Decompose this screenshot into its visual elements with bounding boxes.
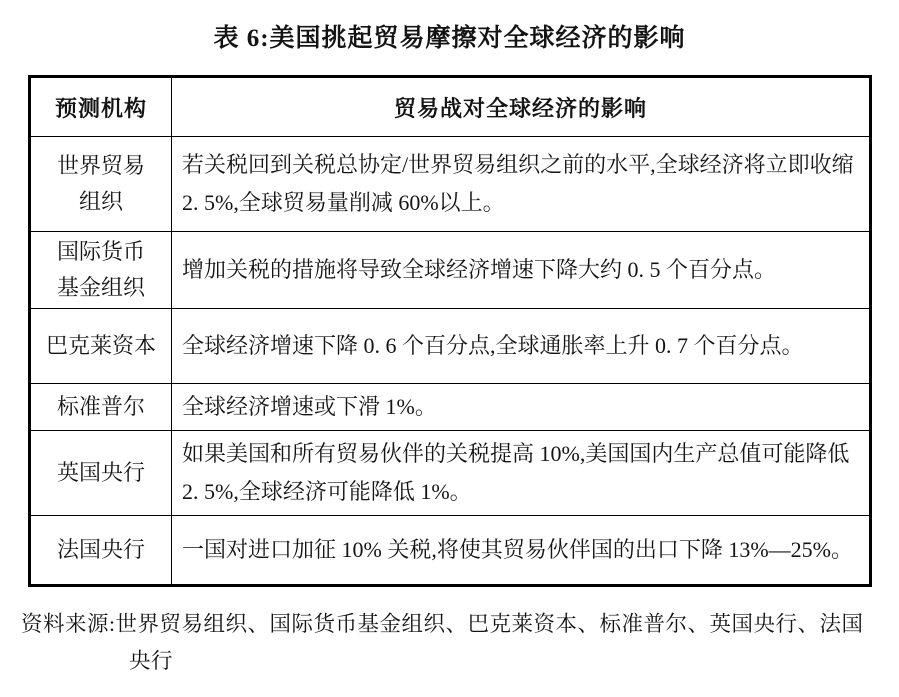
impact-cell: 增加关税的措施将导致全球经济增速下降大约 0. 5 个百分点。 xyxy=(172,232,871,309)
institution-line: 英国央行 xyxy=(56,460,145,485)
page-title: 表 6:美国挑起贸易摩擦对全球经济的影响 xyxy=(213,25,686,52)
table-row-barclays xyxy=(30,309,871,384)
institution-line: 巴克莱资本 xyxy=(45,333,156,358)
impact-cell: 一国对进口加征 10% 关税,将使其贸易伙伴国的出口下降 13%—25%。 xyxy=(172,516,871,586)
header-row xyxy=(30,77,871,137)
col-header-institution: 预测机构 xyxy=(30,77,172,137)
institution-line: 世界贸易 xyxy=(56,153,145,178)
table-row-wto xyxy=(30,137,871,232)
impact-cell: 如果美国和所有贸易伙伴的关税提高 10%,美国国内生产总值可能降低 2. 5%,全球经济可能降低 1%。 xyxy=(172,431,871,516)
institution-cell xyxy=(30,232,172,309)
institution-line: 标准普尔 xyxy=(56,394,145,419)
institution-line: 组织 xyxy=(78,189,123,214)
institution-cell xyxy=(30,431,172,516)
table-row-imf xyxy=(30,232,871,309)
source-note: 资料来源:世界贸易组织、国际货币基金组织、巴克莱资本、标准普尔、英国央行、法国央行 xyxy=(21,612,864,673)
institution-cell xyxy=(30,384,172,431)
col-header-impact: 贸易战对全球经济的影响 xyxy=(172,77,871,137)
institution-cell xyxy=(30,516,172,586)
institution-line: 国际货币 xyxy=(56,239,145,264)
institution-line: 法国央行 xyxy=(56,537,145,562)
impact-cell: 全球经济增速下降 0. 6 个百分点,全球通胀率上升 0. 7 个百分点。 xyxy=(172,309,871,384)
trade-war-impact-table xyxy=(28,75,872,587)
institution-cell xyxy=(30,137,172,232)
institution-cell xyxy=(30,309,172,384)
table-row-sp xyxy=(30,384,871,431)
table-row-bof xyxy=(30,516,871,586)
institution-line: 基金组织 xyxy=(56,275,145,300)
impact-cell: 全球经济增速或下滑 1%。 xyxy=(172,384,871,431)
table-row-boe xyxy=(30,431,871,516)
impact-cell: 若关税回到关税总协定/世界贸易组织之前的水平,全球经济将立即收缩 2. 5%,全球贸易量削减 60%以上。 xyxy=(172,137,871,232)
